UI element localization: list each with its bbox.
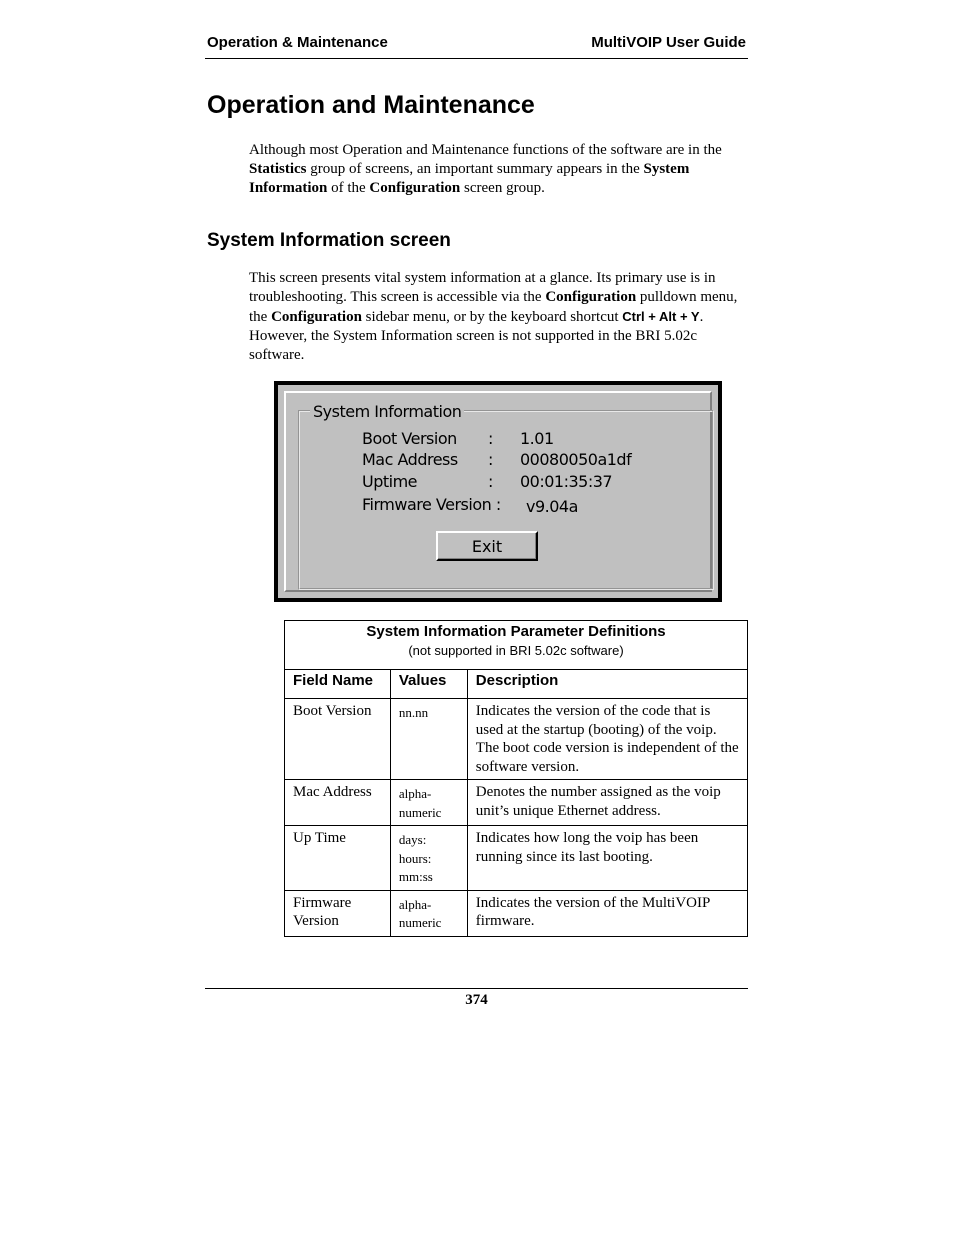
system-information-groupbox — [298, 410, 714, 590]
exit-button[interactable]: Exit — [436, 531, 538, 561]
system-information-dialog — [274, 381, 722, 602]
table-caption-row — [285, 621, 748, 670]
page-number: 374 — [205, 988, 748, 1009]
keyboard-shortcut: Ctrl + Alt + Y — [622, 309, 700, 324]
table-row — [285, 826, 748, 891]
field-name-cell: Up Time — [285, 826, 391, 891]
table-header-row — [285, 670, 748, 699]
description-cell: Indicates the version of the MultiVOIP firmware. — [467, 890, 747, 936]
values-cell: alpha-numeric — [390, 780, 467, 826]
description-cell: Indicates how long the voip has been running since its last booting. — [467, 826, 747, 891]
table-caption: System Information Parameter Definitions (not supported in BRI 5.02c software) — [285, 621, 748, 670]
values-cell: alpha-numeric — [390, 890, 467, 936]
table-row — [285, 890, 748, 936]
table-row — [285, 699, 748, 780]
column-header: Field Name — [285, 670, 391, 699]
intro-paragraph: Although most Operation and Maintenance functions of the software are in the Statistics group of screens, an important summary appears in the System Information of the Configuration screen group. — [249, 142, 722, 196]
section-paragraph: This screen presents vital system information at a glance. Its primary use is in troubleshooting. This screen is accessible via the Configuration pulldown menu, the Configuration sidebar menu, or by the keyboard shortcut Ctrl + Alt + Y. However, the System Information screen is not supported in the BRI 5.02c software. — [249, 270, 738, 363]
field-name-cell: Mac Address — [285, 780, 391, 826]
page-title: Operation and Maintenance — [207, 91, 535, 119]
column-header: Description — [467, 670, 747, 699]
parameter-definitions-table — [284, 620, 748, 937]
table-row — [285, 780, 748, 826]
values-cell: nn.nn — [390, 699, 467, 780]
page-header — [205, 31, 748, 59]
values-cell: days: hours: mm:ss — [390, 826, 467, 891]
column-header: Values — [390, 670, 467, 699]
field-name-cell: Firmware Version — [285, 890, 391, 936]
groupbox-title: System Information — [310, 402, 464, 421]
header-left: Operation & Maintenance — [207, 34, 388, 51]
description-cell: Denotes the number assigned as the voip unit’s unique Ethernet address. — [467, 780, 747, 826]
description-cell: Indicates the version of the code that is used at the startup (booting) of the voip. The boot code version is independent of the software version. — [467, 699, 747, 780]
field-name-cell: Boot Version — [285, 699, 391, 780]
header-right: MultiVOIP User Guide — [591, 34, 746, 51]
section-title: System Information screen — [207, 230, 451, 251]
dialog-bevel: System Information Boot Version : 1.01 Mac Address : 00080050a1df Uptime : 00:01:35:37 Firmware Version : v9.04a Exit — [284, 391, 712, 592]
